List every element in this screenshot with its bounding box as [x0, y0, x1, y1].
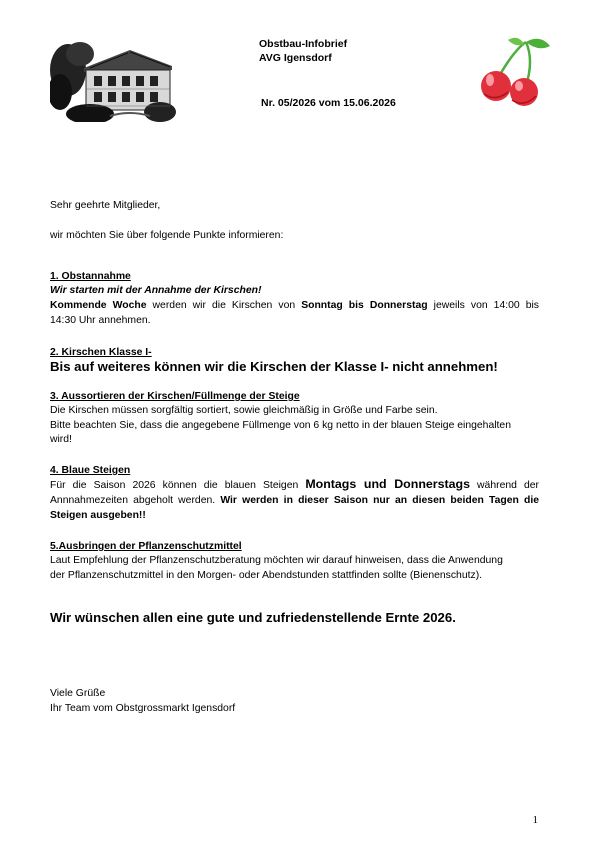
section-4-days-highlight: Montags und Donnerstags	[305, 477, 470, 491]
section-4-line-1	[50, 477, 539, 493]
section-2-heading: 2. Kirschen Klasse I-	[50, 347, 152, 358]
section-1-line-1	[50, 299, 539, 313]
newsletter-title: Obstbau-Infobrief	[259, 38, 348, 50]
greeting: Sehr geehrte Mitglieder,	[50, 200, 161, 211]
section-3-line-2: Bitte beachten Sie, dass die angegebene Füllmenge von 6 kg netto in der blauen Steige eingehalten	[50, 420, 511, 431]
section-1-text-part: Sonntag bis Donnerstag	[301, 300, 428, 311]
issue-number-date: Nr. 05/2026 vom 15.06.2026	[261, 97, 396, 109]
organization-name: AVG Igensdorf	[259, 52, 332, 64]
signoff-greeting: Viele Grüße	[50, 688, 106, 699]
section-5-line-1: Laut Empfehlung der Pflanzenschutzberatung möchten wir darauf hinweisen, dass die Anwendung	[50, 555, 503, 566]
section-1-line-2: 14:30 Uhr annehmen.	[50, 315, 151, 326]
section-1-text-part: jeweils von 14:00 bis	[433, 300, 539, 311]
section-3-heading: 3. Aussortieren der Kirschen/Füllmenge der Steige	[50, 391, 300, 402]
section-4-line-2	[50, 494, 539, 508]
section-1-text-part: werden wir die Kirschen von	[152, 300, 296, 311]
section-1-heading: 1. Obstannahme	[50, 271, 131, 282]
section-5-heading: 5.Ausbringen der Pflanzenschutzmittel	[50, 541, 242, 552]
page-number: 1	[532, 814, 538, 826]
section-4-heading: 4. Blaue Steigen	[50, 465, 131, 476]
house-sketch-icon	[50, 40, 176, 122]
section-3-line-1: Die Kirschen müssen sorgfältig sortiert, sowie gleichmäßig in Größe und Farbe sein.	[50, 405, 438, 416]
section-5-line-2: der Pflanzenschutzmittel in den Morgen- oder Abendstunden stattfinden sollte (Bienenschutz).	[50, 570, 483, 581]
closing-wish: Wir wünschen allen eine gute und zufriedenstellende Ernte 2026.	[50, 610, 456, 625]
section-4-text-part: Annnahmezeiten abgeholt werden.	[50, 495, 216, 506]
section-2-statement: Bis auf weiteres können wir die Kirschen der Klasse I- nicht annehmen!	[50, 359, 498, 374]
section-4-text-part: Für die Saison 2026 können die blauen Steigen	[50, 480, 299, 491]
section-4-text-part: Wir werden in dieser Saison nur an diesen beiden Tagen die	[220, 495, 540, 506]
section-1-text-part: Kommende Woche	[50, 300, 147, 311]
section-4-line-3: Steigen ausgeben!!	[50, 510, 146, 521]
intro-text: wir möchten Sie über folgende Punkte informieren:	[50, 230, 284, 241]
cherries-icon	[474, 36, 556, 108]
section-4-text-part: während der	[477, 480, 539, 491]
section-3-line-3: wird!	[50, 434, 72, 445]
signoff-team: Ihr Team vom Obstgrossmarkt Igensdorf	[50, 703, 236, 714]
section-1-subheading: Wir starten mit der Annahme der Kirschen!	[50, 285, 262, 296]
